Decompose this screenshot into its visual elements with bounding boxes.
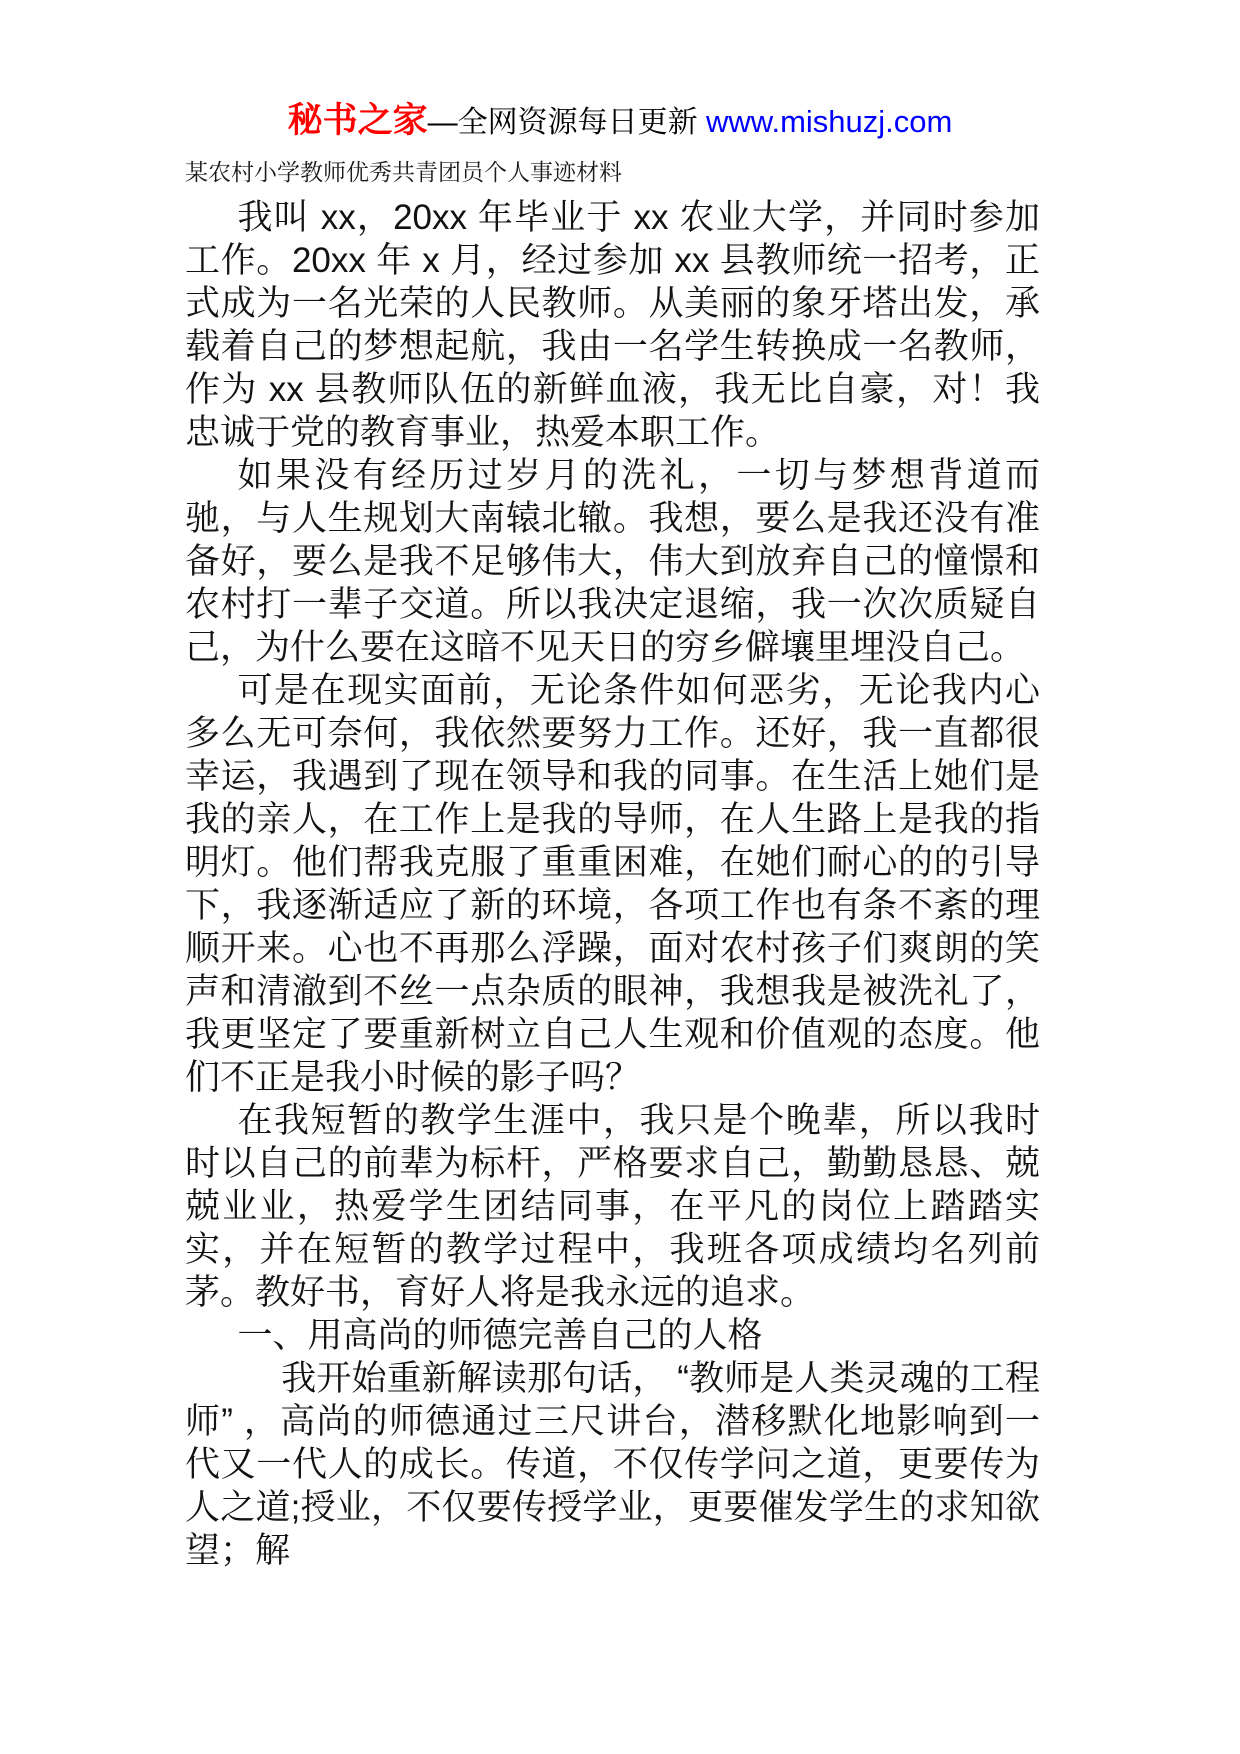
- site-brand: 秘书之家: [287, 101, 428, 140]
- paragraph-career: 在我短暂的教学生涯中，我只是个晚辈，所以我时时以自己的前辈为标杆，严格要求自己，勤勤恳恳、兢兢业业，热爱学生团结同事，在平凡的岗位上踏踏实实，并在短暂的教学过程中，我班各项成绩均名列前茅。教好书，育好人将是我永远的追求。: [185, 1101, 1040, 1312]
- site-tagline: —全网资源每日更新: [427, 106, 707, 139]
- document-title: 某农村小学教师优秀共青团员个人事迹材料: [185, 159, 622, 185]
- page-header: [0, 0, 1240, 142]
- paragraph-reality: 可是在现实面前，无论条件如何恶劣，无论我内心多么无可奈何，我依然要努力工作。还好，我一直都很幸运，我遇到了现在领导和我的同事。在生活上她们是我的亲人，在工作上是我的导师，在人生路上是我的指明灯。他们帮我克服了重重困难，在她们耐心的的引导下，我逐渐适应了新的环境，各项工作也有条不紊的理顺开来。心也不再那么浮躁，面对农村孩子们爽朗的笑声和清澈到不丝一点杂质的眼神，我想我是被洗礼了，我更坚定了要重新树立自己人生观和价值观的态度。他们不正是我小时候的影子吗？: [185, 671, 1040, 1097]
- paragraph-doubt: 如果没有经历过岁月的洗礼，一切与梦想背道而驰，与人生规划大南辕北辙。我想，要么是我还没有准备好，要么是我不足够伟大，伟大到放弃自己的憧憬和农村打一辈子交道。所以我决定退缩，我一次次质疑自己，为什么要在这暗不见天日的穷乡僻壤里埋没自己。: [185, 456, 1040, 667]
- site-url-link[interactable]: www.mishuzj.com: [706, 104, 953, 139]
- paragraph-intro: 我叫 xx，20xx 年毕业于 xx 农业大学，并同时参加工作。20xx 年 x 月，经过参加 xx 县教师统一招考，正式成为一名光荣的人民教师。从美丽的象牙塔出发，承载着自己的梦想起航，我由一名学生转换成一名教师，作为 xx 县教师队伍的新鲜血液，我无比自豪，对！我忠诚于党的教育事业，热爱本职工作。: [185, 198, 1040, 452]
- paragraph-shide: 我开始重新解读那句话， “教师是人类灵魂的工程师” ，高尚的师德通过三尺讲台，潜移默化地影响到一代又一代人的成长。传道，不仅传学问之道，更要传为人之道;授业，不仅要传授学业，更要催发学生的求知欲望；解: [185, 1359, 1040, 1570]
- document-body: [0, 187, 1240, 1572]
- section-heading-1: 一、用高尚的师德完善自己的人格: [237, 1316, 763, 1355]
